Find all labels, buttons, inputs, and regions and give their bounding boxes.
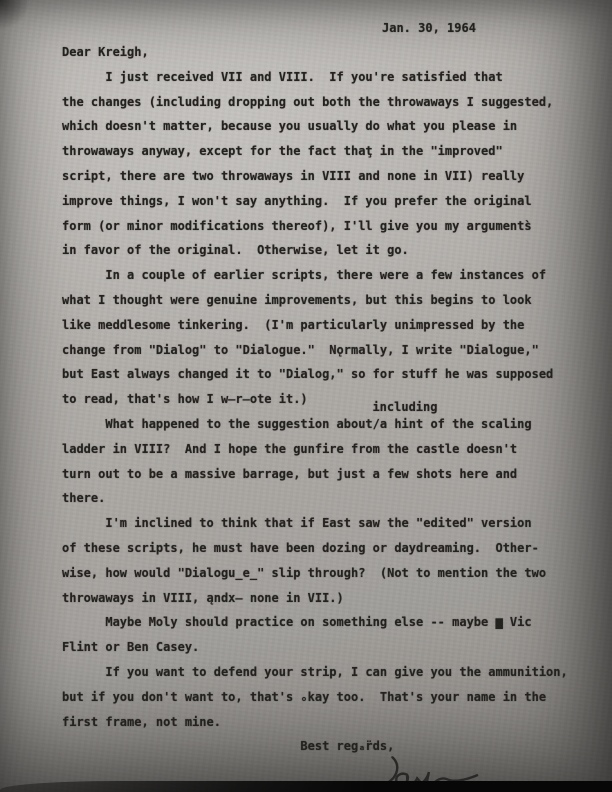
letter-line-text: Flint or Ben Casey. (62, 640, 200, 655)
photo-bottom-edge (0, 781, 612, 792)
letter-line (62, 139, 602, 164)
letter-line-text: wise, how would "Dialogu̲e̲" slip through? (Not to mention the two (62, 565, 547, 580)
letter-line-text: but if you don't want to, that's ₒkay too. That's your name in the (62, 689, 547, 704)
letter-line-text: If you want to defend your strip, I can give you the ammunition, (62, 664, 568, 679)
letter-line-text: throwaways anyway, except for the fact thaţ in the "improved" (62, 144, 503, 159)
letter-line-text: Maybe Moly should practice on something else -- maybe ▆ Vic (62, 615, 532, 630)
letter-line (62, 189, 602, 214)
letter-line-text: I'm inclined to think that if East saw the "edited" version (62, 516, 532, 531)
letter-line (62, 313, 602, 338)
letter-line (62, 635, 602, 660)
letter-line (62, 40, 602, 65)
letter-line (62, 362, 602, 387)
letter-line (62, 685, 602, 710)
letter-line (62, 610, 602, 635)
letter-line (62, 660, 602, 685)
letter-line-text: first frame, not mine. (62, 714, 221, 729)
letter-line-text: in favor of the original. Otherwise, let it go. (62, 243, 409, 258)
letter-line-text: to read, that's how I w̶r̶ote it.) (62, 392, 308, 407)
letter-line-text: I just received VII and VIII. If you're satisfied that (62, 69, 503, 84)
letter-line (62, 400, 602, 437)
letter-date: Jan. 30, 1964 (382, 21, 476, 35)
letter-body (62, 40, 602, 759)
letter-line-text: throwaways in VIII, ąndx̶ none in VII.) (62, 590, 344, 605)
letter-line (62, 486, 602, 511)
letter-line (62, 164, 602, 189)
letter-line (62, 114, 602, 139)
letter-line-text: What happened to the suggestion about/a hint of the scaling (62, 416, 532, 431)
letter-line (62, 586, 602, 611)
letter-line (62, 734, 602, 759)
letter-line (62, 710, 602, 735)
interlinear-insertion: including (372, 400, 438, 415)
letter-line-text: turn out to be a massive barrage, but just a few shots here and (62, 466, 518, 481)
letter-line-text: improve things, I won't say anything. If you prefer the original (62, 193, 532, 208)
letter-line-text: but East always changed it to "Dialog," so for stuff he was supposed (62, 367, 554, 382)
letter-line-text: change from "Dialog" to "Dialogue." Nǫrmally, I write "Dialogue," (62, 342, 539, 357)
letter-line (62, 238, 602, 263)
letter-line-text: there. (62, 491, 106, 506)
letter-line (62, 338, 602, 363)
letter-line-text: ladder in VIII? And I hope the gunfire from the castle doesn't (62, 441, 518, 456)
letter-line-text: like meddlesome tinkering. (I'm particularly unimpressed by the (62, 317, 525, 332)
letter-line-text: In a couple of earlier scripts, there were a few instances of (62, 268, 547, 283)
letter-line-text: form (or minor modifications thereof), I'll give you my arguments̀ (62, 218, 532, 233)
letter-line (62, 511, 602, 536)
letter-line (62, 90, 602, 115)
letter-line-text: Dear Kreigh, (62, 45, 149, 59)
letter-line (62, 536, 602, 561)
letter-line-text: Best regₐr̈ds, (62, 739, 395, 754)
letter-line-text: of these scripts, he must have been dozing or daydreaming. Other- (62, 540, 539, 555)
letter-line (62, 462, 602, 487)
letter-line (62, 437, 602, 462)
letter-line (62, 263, 602, 288)
letter-line-text: script, there are two throwaways in VIII and none in VII) really (62, 168, 525, 183)
letter-line (62, 288, 602, 313)
letter-line-text: what I thought were genuine improvements, but this begins to look (62, 292, 532, 307)
letter-line-text: the changes (including dropping out both the throwaways I suggested, (62, 94, 554, 109)
letter-line-text: which doesn't matter, because you usually do what you please in (62, 119, 518, 134)
letter-line (62, 65, 602, 90)
letter-line (62, 387, 602, 415)
letter-line (62, 214, 602, 239)
letter-line (62, 561, 602, 586)
